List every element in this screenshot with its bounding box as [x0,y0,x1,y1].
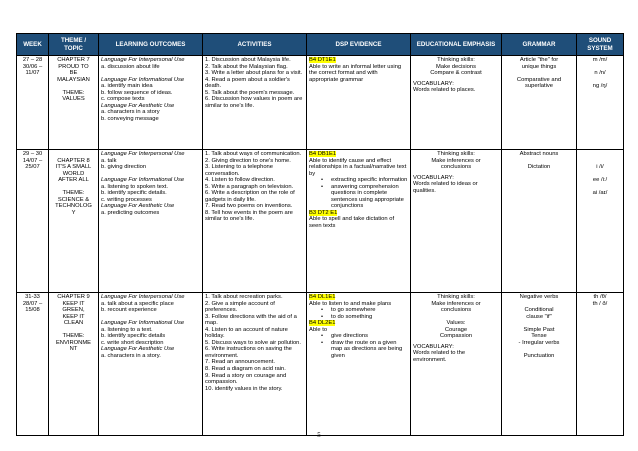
dsp-bullet-list [309,307,408,320]
week-line: 30/06 – [22,63,43,70]
thinking-skills-block [413,57,499,77]
emphasis-line: Values: [446,320,466,327]
scheme-of-work-table [16,33,624,436]
emphasis-line: Thinking skills: [437,294,475,300]
dsp-bullet-item: • draw the route on a given map as directions are being given [323,340,408,360]
grammar-line: Comparative and [516,76,562,83]
outcome-line: Language For Interpersonal Use [101,57,185,63]
grammar-line: Abstract nouns [519,151,559,157]
sound-system-cell [577,293,624,436]
outcome-line: c. write short description [101,339,164,346]
outcome-line: Language For Informational Use [101,177,185,184]
emphasis-line: Make inferences or [431,157,481,164]
activities-cell [203,293,307,436]
theme-cell [49,56,99,150]
educational-emphasis-cell [411,150,502,293]
page-number: 5 [317,431,321,439]
theme-line: ENVIRONME [55,339,92,346]
activity-item: 4. Listen to follow direction. [205,177,275,184]
grammar-line: Tense [531,333,547,340]
activity-item: 7. Read two poems on inventions. [205,203,293,210]
dsp-descriptor: Able to spell and take dictation of seen texts [309,216,395,230]
theme-line: THEME: [62,89,85,96]
grammar-line: - Irregular verbs [518,339,560,346]
activity-item: 5. Write a paragraph on television. [205,183,294,190]
activities-cell [203,56,307,150]
dsp-descriptor: Able to write an informal letter using the correct format and with appropriate grammar [309,63,402,83]
outcome-line: Language For Aesthetic Use [101,102,175,109]
outcome-line: a. discussion about life [101,63,160,70]
outcome-line: Language For Informational Use [101,320,185,327]
vocabulary-line: Words related to places. [413,87,476,94]
outcome-line: Language For Interpersonal Use [101,294,185,300]
dsp-bullet-item: • extracting specific information [323,177,408,184]
theme-line: THEME: [62,333,85,340]
dsp-code-highlight: B4 DL1E1 [309,294,336,300]
emphasis-line: conclusions [440,164,472,171]
dsp-bullet-item: • to do something [323,314,408,321]
activity-item: 8. Tell how events in the poem are similar to one's life. [205,209,293,223]
vocabulary-line: VOCABULARY: [413,80,454,87]
activity-item: 2. Giving direction to one's home. [205,157,291,164]
vocabulary-line: Words related to the [413,350,466,357]
emphasis-line: Thinking skills: [437,57,475,63]
dsp-code-highlight: B4 DB1E1 [309,151,337,157]
emphasis-line: Compassion [439,333,473,340]
outcome-line: Language For Interpersonal Use [101,151,185,157]
vocabulary-line: VOCABULARY: [413,343,454,350]
sound-line: ai /aɪ/ [592,190,608,197]
grammar-line: Article "the" for [519,57,559,63]
outcome-line: b. giving direction [101,164,147,171]
emphasis-line: Compare & contrast [430,70,482,77]
activity-item: 1. Discussion about Malaysia life. [205,57,291,63]
theme-line: TECHNOLOG [55,203,92,210]
theme-line: Y [71,209,76,216]
theme-line: AFTER ALL [58,177,89,184]
theme-line: KEEP IT [62,313,85,320]
theme-line: CLEAN [63,320,84,327]
header-row [17,34,624,56]
week-line: 25/07 [25,164,40,171]
activity-item: 6. Write instructions on saving the environment. [205,346,292,359]
theme-line: GREEN, [62,307,85,314]
outcome-line: a. talk [101,157,117,164]
sound-system-cell [577,56,624,150]
learning-outcomes-cell [99,293,203,436]
sound-line: th / ð/ [592,300,608,307]
theme-line: NT [69,346,78,353]
sound-line: m /m/ [592,57,608,63]
dsp-bullet-list [309,333,408,359]
theme-line: MALAYSIAN [57,76,90,83]
dsp-descriptor: Able to [309,326,328,333]
dsp-evidence-cell [307,56,411,150]
learning-outcomes-cell [99,150,203,293]
header-theme-topic: THEME / TOPIC [49,34,99,56]
week-cell [17,293,49,436]
grammar-line: Negative verbs [519,294,559,300]
vocabulary-block [413,344,499,364]
activity-item: 3. Listening to a telephone conversation. [205,164,274,177]
vocabulary-line: Words related to ideas or [413,181,478,188]
theme-line: SCIENCE & [57,196,90,203]
header-activities: ACTIVITIES [203,34,307,56]
table-row [17,56,624,150]
grammar-cell [502,56,577,150]
outcome-line: b. identify specific details [101,333,166,340]
week-line: 31-33 [25,294,40,300]
vocabulary-line: environment. [413,356,447,363]
theme-line: WORLD [62,170,85,177]
dsp-evidence-cell [307,293,411,436]
outcome-line: b. identify specific details. [101,190,167,197]
outcome-line: a. identify main idea [101,83,153,90]
outcome-line: a. listening to a text. [101,326,153,333]
dsp-bullet-item: • answering comprehension questions in complete sentences using appropriate conjunctions [323,184,408,210]
sound-line: th /θ/ [593,294,607,300]
grammar-line: Conditional [524,307,554,314]
outcome-line: a. talk about a specific place [101,300,174,307]
week-cell [17,56,49,150]
header-learning-outcomes: LEARNING OUTCOMES [99,34,203,56]
grammar-line: clause "if" [526,313,552,320]
header-educational-emphasis: EDUCATIONAL EMPHASIS [411,34,502,56]
activity-item: 6. Write a description on the role of gadgets in daily life. [205,190,295,203]
theme-line: KEEP IT [62,300,85,307]
outcome-line: Language For Aesthetic Use [101,203,175,210]
week-cell [17,150,49,293]
thinking-skills-block [413,151,499,171]
vocabulary-line: qualities. [413,187,436,194]
activity-item: 4. Listen to an account of nature holiday. [205,326,288,340]
theme-cell [49,293,99,436]
activity-item: 5. Talk about the poem's message. [205,89,295,96]
activities-cell [203,150,307,293]
grammar-cell [502,150,577,293]
theme-line: CHAPTER 7 [57,57,90,63]
header-sound-system: SOUND SYSTEM [577,34,624,56]
activity-item: 2. Give a simple account of preferences. [205,300,275,314]
theme-cell [49,150,99,293]
dsp-bullet-item: • to go somewhere [323,307,408,314]
sound-system-cell [577,150,624,293]
week-line: 15/08 [25,307,40,314]
dsp-evidence-cell [307,150,411,293]
emphasis-line: Make inferences or [431,300,481,307]
week-line: 14/07 – [22,157,43,164]
header-grammar: GRAMMAR [502,34,577,56]
vocabulary-block [413,175,499,195]
grammar-line: Dictation [527,164,551,171]
theme-line: CHAPTER 8 [57,157,90,164]
dsp-code-highlight: B4 DT1E1 [309,57,336,63]
outcome-line: c. compose texts [101,96,145,103]
theme-line: IT'S A SMALL [55,164,92,171]
vocabulary-block [413,81,499,94]
table-row [17,293,624,436]
emphasis-line: Courage [444,326,468,333]
table-row [17,150,624,293]
activity-item: 3. Follow directions with the aid of a map. [205,313,297,327]
outcome-line: b. follow sequence of ideas. [101,89,173,96]
educational-emphasis-cell [411,56,502,150]
theme-line: PROUD TO [58,63,89,70]
theme-line: VALUES [62,96,85,103]
activity-item: 8. Read a diagram on acid rain. [205,366,286,373]
thinking-skills-block [413,294,499,340]
vocabulary-line: VOCABULARY: [413,174,454,181]
sound-line: ee /iː/ [592,177,608,184]
week-line: 27 – 28 [22,57,43,63]
activity-item: 7. Read an announcement. [205,359,275,366]
outcome-line: a. predicting outcomes [101,209,160,216]
sound-line: n /n/ [594,70,606,77]
activity-item: 1. Talk about ways of communication. [205,151,302,157]
learning-outcomes-cell [99,56,203,150]
grammar-line: superlative [524,83,554,90]
activity-item: 1. Talk about recreation parks. [205,294,283,300]
theme-line: BE [69,70,78,77]
week-line: 28/07 – [22,300,43,307]
outcome-line: a. listening to spoken text. [101,183,169,190]
outcome-line: Language For Informational Use [101,76,185,83]
theme-line: THEME: [62,190,85,197]
dsp-descriptor: Able to listen to and make plans [309,300,392,307]
activity-item: 10. identify values in the story. [205,385,283,392]
activity-item: 2. Talk about the Malaysian flag. [205,63,288,70]
dsp-code-highlight: B4 DL2E1 [309,320,336,327]
outcome-line: Language For Aesthetic Use [101,346,175,353]
dsp-descriptor: Able to identify cause and effect relationships in a factual/narrative text by [309,157,407,177]
outcome-line: a. characters in a story. [101,352,161,359]
dsp-bullet-item: • give directions [323,333,408,340]
educational-emphasis-cell [411,293,502,436]
grammar-line: Simple Past [523,326,555,333]
activity-item: 5. Discuss ways to solve air pollution. [205,339,302,346]
activity-item: 4. Read a poem about a soldier's death. [205,76,290,90]
dsp-bullet-list [309,177,408,210]
activity-item: 6. Discussion how values in poem are similar to one's life. [205,96,303,109]
header-week: WEEK [17,34,49,56]
week-line: 29 – 30 [22,151,43,157]
header-dsp-evidence: DSP EVIDENCE [307,34,411,56]
outcome-line: a. characters in a story [101,109,160,116]
outcome-line: b. conveying message [101,115,159,122]
activity-item: 3. Write a letter about plans for a visit. [205,70,303,77]
outcome-line: b. recount experience [101,307,157,314]
grammar-line: unique things [521,63,557,70]
dsp-code-highlight: B3 DT2 E1 [309,209,338,216]
theme-line: CHAPTER 9 [57,294,90,300]
week-line: 11/07 [25,70,40,77]
outcome-line: c. writing processes [101,196,152,203]
sound-line: i /i/ [596,164,604,171]
grammar-line: Punctuation [523,352,555,359]
grammar-cell [502,293,577,436]
emphasis-line: Make decisions [436,63,476,70]
emphasis-line: Thinking skills: [437,151,475,157]
sound-line: ng /ŋ/ [592,83,608,90]
emphasis-line: conclusions [440,307,472,314]
activity-item: 9. Read a story on courage and compassion. [205,372,287,386]
